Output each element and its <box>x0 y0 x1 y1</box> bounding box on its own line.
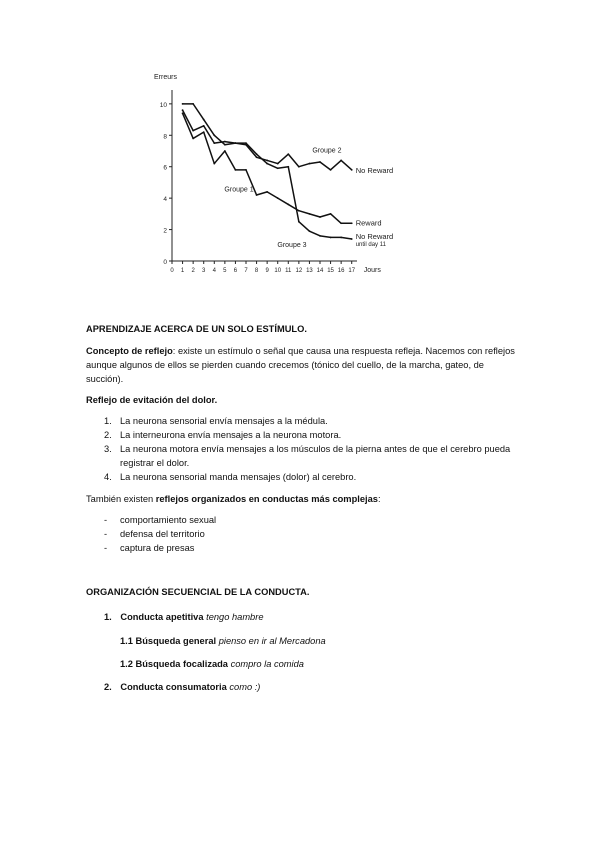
series-1-point <box>287 204 289 206</box>
chart-series <box>182 103 353 240</box>
series-2-point <box>330 169 332 171</box>
series-3-point <box>277 167 279 169</box>
series-1-point <box>192 138 194 140</box>
y-tick-label: 6 <box>163 164 167 172</box>
series-2-point <box>287 153 289 155</box>
series-2-point <box>182 109 184 111</box>
pain-step <box>86 442 516 470</box>
annotation-groupe-1: Groupe 1 <box>224 186 254 194</box>
annotation-groupe-2: Groupe 2 <box>312 147 342 155</box>
x-tick-label: 17 <box>348 268 356 274</box>
seq-general-search <box>86 634 516 648</box>
series-1-point <box>277 197 279 199</box>
chart-labels <box>224 147 393 249</box>
complex-behavior-text: comportamiento sexual <box>120 515 217 525</box>
series-line-1 <box>183 113 352 223</box>
pain-step <box>86 428 516 442</box>
pain-step-text: La neurona sensorial envía mensajes a la médula. <box>120 416 328 426</box>
x-tick-label: 1 <box>180 268 185 274</box>
pain-step-text: La neurona motora envía mensajes a los músculos de la pierna antes de que el cerebro pueda registrar el dolor. <box>120 444 511 468</box>
complex-behavior-text: captura de presas <box>120 543 195 553</box>
seq-focused-example: compro la comida <box>230 659 304 669</box>
pain-reflex-heading: Reflejo de evitación del dolor. <box>86 395 218 405</box>
series-3-point <box>256 153 258 155</box>
pain-step-text: La interneurona envía mensajes a la neurona motora. <box>120 430 342 440</box>
x-tick-label: 2 <box>191 268 195 274</box>
y-axis-title: Erreurs <box>154 74 177 81</box>
x-tick-label: 5 <box>223 268 227 274</box>
pain-step <box>86 470 516 484</box>
seq-appetitive-example: tengo hambre <box>206 612 264 622</box>
series-1-point <box>351 222 353 224</box>
series-2-point <box>266 160 268 162</box>
series-3-point <box>203 119 205 121</box>
x-tick-label: 11 <box>285 268 292 274</box>
x-tick-label: 4 <box>212 268 216 274</box>
series-2-point <box>309 163 311 165</box>
reflex-concept-text: : existe un estímulo o señal que causa una respuesta refleja. Nacemos con reflejos aunque algunos de ellos se pierden cuando crecemos (tónico del cuello, de la marcha, gateo, de succión). <box>86 346 515 384</box>
x-tick-label: 12 <box>295 268 303 274</box>
y-tick-label: 10 <box>159 101 167 109</box>
complex-suffix: : <box>377 494 381 504</box>
series-3-point <box>340 237 342 239</box>
series-3-point <box>351 238 353 240</box>
series-1-point <box>245 169 247 171</box>
seq-appetitive-label: Conducta apetitiva <box>120 612 204 622</box>
x-tick-label: 0 <box>170 268 174 274</box>
series-2-point <box>319 161 321 163</box>
complex-behavior-item <box>86 527 516 541</box>
series-2-point <box>340 160 342 162</box>
complex-behavior-item <box>86 513 516 527</box>
seq-focused-label: 1.2 Búsqueda focalizada <box>120 659 228 669</box>
series-2-point <box>256 156 258 158</box>
series-line-3 <box>183 104 352 239</box>
annotation-groupe-3: Groupe 3 <box>277 242 307 250</box>
dash-bullet: - <box>104 543 108 553</box>
annotation-no-reward-top: No Reward <box>355 166 394 175</box>
series-3-point <box>235 142 237 144</box>
complex-behavior-item <box>86 541 516 555</box>
series-1-point <box>319 216 321 218</box>
pain-step-number: 3. <box>104 444 112 454</box>
annotation-no-reward-bottom: No Reward <box>355 232 394 241</box>
document-body <box>86 322 516 694</box>
learning-curve-chart <box>140 70 430 280</box>
series-2-point <box>298 166 300 168</box>
series-2-point <box>213 142 215 144</box>
x-tick-label: 8 <box>254 268 259 274</box>
seq-consummatory-label: Conducta consumatoria <box>120 682 227 692</box>
series-2-point <box>277 163 279 165</box>
heading-single-stimulus: APRENDIZAJE ACERCA DE UN SOLO ESTÍMULO. <box>86 324 307 334</box>
seq-consummatory-num: 2. <box>104 682 112 692</box>
series-1-point <box>298 210 300 212</box>
x-tick-label: 10 <box>274 268 282 274</box>
annotation-reward: Reward <box>355 218 382 228</box>
seq-consummatory <box>86 680 516 694</box>
complex-reflexes-paragraph <box>86 492 516 506</box>
complex-behavior-text: defensa del territorio <box>120 529 205 539</box>
series-3-point <box>330 237 332 239</box>
y-tick-label: 4 <box>163 196 167 204</box>
series-3-point <box>309 230 311 232</box>
seq-general-label: 1.1 Búsqueda general <box>120 636 217 646</box>
series-1-point <box>235 169 237 171</box>
complex-behaviors-list <box>86 513 516 555</box>
dash-bullet: - <box>104 515 108 525</box>
series-3-point <box>182 103 184 105</box>
series-1-point <box>224 150 226 152</box>
series-3-point <box>224 144 226 146</box>
x-tick-label: 13 <box>306 268 313 274</box>
series-1-point <box>340 222 342 224</box>
series-3-point <box>245 142 247 144</box>
series-3-point <box>287 166 289 168</box>
pain-step-text: La neurona sensorial manda mensajes (dolor) al cerebro. <box>120 472 357 482</box>
series-3-point <box>319 235 321 237</box>
complex-bold: reflejos organizados en conductas más complejas <box>155 494 378 504</box>
series-3-point <box>192 103 194 105</box>
series-1-point <box>330 213 332 215</box>
pain-step-number: 2. <box>104 430 112 440</box>
x-tick-label: 6 <box>233 268 238 274</box>
seq-consummatory-example: como :) <box>229 682 261 692</box>
pain-step-number: 4. <box>104 472 112 482</box>
heading-sequential: ORGANIZACIÓN SECUENCIAL DE LA CONDUCTA. <box>86 587 310 597</box>
pain-step <box>86 414 516 428</box>
annotation-until-day: until day 11 <box>355 242 386 248</box>
series-1-point <box>203 131 205 133</box>
y-tick-label: 0 <box>163 259 167 266</box>
seq-general-example: pienso en ir al Mercadona <box>218 636 326 646</box>
y-tick-label: 8 <box>163 133 167 141</box>
series-3-point <box>213 134 215 136</box>
reflex-concept-label: Concepto de reflejo <box>86 346 173 356</box>
series-2-point <box>192 130 194 132</box>
series-2-point <box>224 141 226 143</box>
pain-reflex-steps <box>86 414 516 484</box>
series-3-point <box>298 221 300 223</box>
x-tick-label: 14 <box>316 268 324 274</box>
series-2-point <box>351 169 353 171</box>
seq-focused-search <box>86 657 516 671</box>
seq-appetitive <box>86 610 516 624</box>
pain-step-number: 1. <box>104 416 112 426</box>
x-tick-label: 7 <box>244 268 248 274</box>
seq-appetitive-num: 1. <box>104 612 112 622</box>
series-1-point <box>266 191 268 193</box>
series-3-point <box>266 163 268 165</box>
y-tick-label: 2 <box>163 227 167 235</box>
dash-bullet: - <box>104 529 108 539</box>
complex-prefix: También existen <box>86 494 156 504</box>
reflex-concept-paragraph <box>86 344 516 386</box>
series-1-point <box>213 163 215 165</box>
x-tick-label: 16 <box>337 268 345 274</box>
series-1-point <box>309 213 311 215</box>
series-1-point <box>256 194 258 196</box>
x-tick-label: 15 <box>327 268 334 274</box>
x-tick-label: 3 <box>202 268 206 274</box>
series-2-point <box>203 125 205 127</box>
x-axis-title: Jours <box>363 267 381 274</box>
x-tick-label: 9 <box>265 268 269 274</box>
